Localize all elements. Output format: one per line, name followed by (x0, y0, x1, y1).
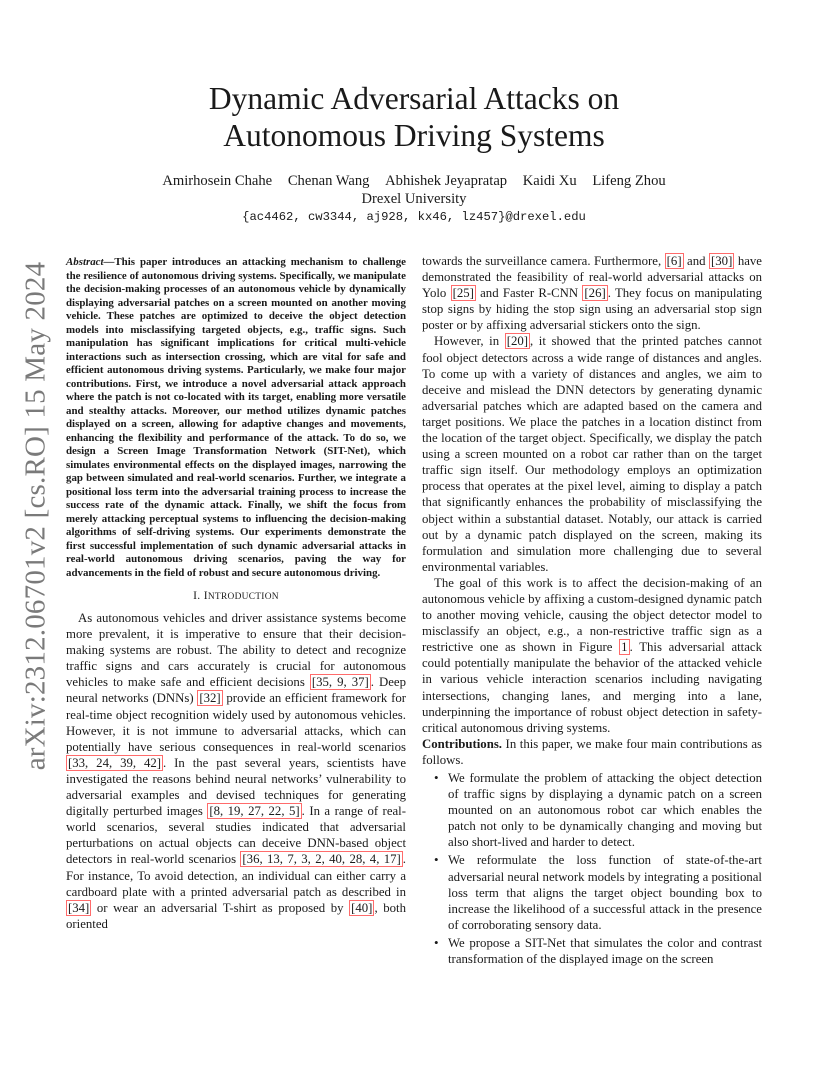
citation-link[interactable]: [33, 24, 39, 42] (68, 755, 162, 770)
list-item: • We propose a SIT-Net that simulates the color and contrast transformation of the displayed image on the screen (448, 935, 762, 967)
text-run: However, in (434, 334, 505, 349)
citation-link[interactable]: [26] (584, 286, 606, 301)
paragraph-contributions (422, 736, 762, 768)
right-column (422, 253, 762, 969)
title-line: Dynamic Adversarial Attacks on (208, 81, 620, 116)
section-title-rest: NTRODUCTION (207, 592, 279, 602)
text-run: and Faster R-CNN (475, 286, 583, 301)
affiliation: Drexel University (361, 191, 467, 207)
list-item: • We formulate the problem of attacking the object detection of traffic signs by displaying a dynamic patch on a screen mounted on an autonomous robot car which enables the patch not only to be dynamically changing and moving but also short-lived and harder to detect. (448, 770, 762, 850)
arxiv-identifier-stamp (14, 261, 58, 771)
abstract-text: This paper introduces an attacking mechanism to challenge the resilience of autonomous driving systems. Specifically, we manipulate the decision-making processes of an autonomous vehicle by dynamically displaying adversarial patches on a screen mounted on another moving vehicle. These patches are optimized to deceive the object detection models into misclassifying targeted objects, e.g., traffic signs. Such manipulation has significant implications for critical multi-vehicle interactions such as intersection crossing, which are vital for safe and efficient autonomous driving systems. Particularly, we make four major contributions. First, we introduce a novel adversarial attack approach where the patch is not co-located with its target, enabling more versatile and stealthy attacks. Moreover, our method utilizes dynamic patches displayed on a screen, allowing for adaptive changes and movements, enhancing the flexibility and performance of the attack. To do so, we design a Screen Image Transformation Network (SIT-Net), which simulates environmental effects on the displayed images, narrowing the gap between simulated and real-world scenarios. Further, we integrate a positional loss term into the adversarial training process to increase the success rate of the dynamic attack. Finally, we shift the focus from merely attacking perceptual systems to influencing the decision-making algorithms of self-driving systems. Our experiments demonstrate the first successful implementation of such dynamic adversarial attacks in real-world autonomous driving scenarios, paving the way for advancements in the field of robust and secure autonomous driving. (66, 256, 406, 579)
author-name: Chenan Wang (287, 173, 370, 189)
text-run: . In a range of real-world scenarios, several studies indicated that adversarial perturbations on actual objects can deceive DNN-based object detectors in real-world scenarios (66, 804, 406, 867)
paper-title (0, 80, 828, 154)
text-run: towards the surveillance camera. Furthermore, (422, 254, 665, 268)
citation-link[interactable]: [32] (199, 691, 221, 706)
abstract (66, 256, 406, 580)
section-first-letter: I (203, 589, 208, 602)
text-run: . This adversarial attack could potentially manipulate the behavior of the attacked vehicle in various vehicle interaction scenarios including navigating intersections, changing lanes, and merging into a lane, underpinning the importance of robust object detection in safety-critical autonomous driving systems. (422, 640, 762, 735)
citation-link[interactable]: [6] (666, 254, 682, 268)
citation-link[interactable]: [8, 19, 27, 22, 5] (209, 804, 300, 819)
section-numeral: I. (193, 589, 204, 602)
paragraph-printed-patches (422, 333, 762, 574)
citation-link[interactable]: [35, 9, 37] (311, 675, 369, 690)
citation-link[interactable]: [34] (68, 900, 90, 915)
contributions-heading: Contributions. (422, 736, 502, 751)
author-name: Amirhosein Chahe (162, 173, 273, 189)
text-run: have demonstrated the feasibility of real-world adversarial attacks on Yolo (422, 254, 762, 301)
author-list (0, 172, 828, 191)
left-column (66, 256, 406, 932)
text-run: . For instance, To avoid detection, an individual can either carry a cardboard plate with a printed adversarial patch as described in (66, 852, 406, 899)
title-line: Autonomous Driving Systems (223, 118, 605, 153)
contributions-intro: In this paper, we make four main contributions as follows. (422, 736, 762, 767)
section-heading-introduction (66, 589, 406, 602)
author-name: Lifeng Zhou (592, 173, 666, 189)
citation-link[interactable]: [20] (506, 334, 529, 349)
citation-link[interactable]: [30] (711, 254, 733, 268)
citation-link[interactable]: [40] (351, 900, 373, 915)
abstract-dash: — (103, 256, 115, 268)
author-emails: {ac4462, cw3344, aj928, kx46, lz457}@drexel.edu (242, 210, 586, 224)
text-run: . In the past several years, scientists have investigated the reasons behind neural networks’ vulnerability to adversarial examples and devised techniques for generating digitally perturbed images (66, 755, 406, 819)
text-run: , it showed that the printed patches cannot fool object detectors across a wide range of distances and angles. To come up with a variety of distances and angles, we aim to deceive and mislead the DNN detectors by generating dynamic adversarial patches which are adapted based on the camera and target positions. We place the patches in a location distinct from the location of the target object. Specifically, we display the patch using a screen mounted on a robot car rather than on the target traffic sign itself. Our methodology employs an optimization process that operates at the pixel level, aiming to display a patch that significantly enhances the probability of misclassifying the object within a substantial dataset. Notably, our attack is carried out by a dynamic patch displayed on the screen, making its formulation and simulation more challenging due to several environmental variables. (422, 334, 762, 574)
text-run: and (683, 254, 710, 268)
intro-paragraph (66, 610, 406, 932)
text-run: The goal of this work is to affect the decision-making of an autonomous vehicle by affixing a custom-designed dynamic patch to another moving vehicle, causing the object detector model to misclassify an object, e.g., a non-restrictive traffic sign as a restrictive one as shown in Figure (422, 575, 762, 655)
text-run: . They focus on manipulating stop signs by hiding the stop sign using an adversarial stop sign poster or by affixing adversarial stickers onto the sign. (422, 286, 762, 333)
paragraph-goal (422, 575, 762, 736)
text-run: , both oriented (66, 900, 406, 931)
abstract-lead: Abstract (66, 256, 104, 268)
arxiv-identifier-text: arXiv:2312.06701v2 [cs.RO] 15 May 2024 (19, 261, 52, 771)
contributions-list (422, 770, 762, 967)
author-name: Kaidi Xu (522, 173, 577, 189)
text-run: . Deep neural networks (DNNs) (66, 675, 406, 706)
paragraph-surveillance (422, 253, 762, 333)
text-run: As autonomous vehicles and driver assistance systems become more prevalent, it is imperative to ensure that their decision-making systems are robust. The ability to detect and recognize traffic signs and cars accurately is crucial for autonomous vehicles to make safe and efficient decisions (66, 611, 406, 690)
citation-link[interactable]: [36, 13, 7, 3, 2, 40, 28, 4, 17] (242, 852, 401, 867)
text-run: or wear an adversarial T-shirt as proposed by (91, 900, 350, 915)
list-item: • We reformulate the loss function of state-of-the-art adversarial neural network models by integrating a positional loss term that aligns the target object bounding box to increase the likelihood of a successful attack in the presence of corroborating sensory data. (448, 852, 762, 932)
figure-reference-link[interactable]: 1 (621, 640, 628, 655)
citation-link[interactable]: [25] (452, 286, 474, 301)
text-run: provide an efficient framework for real-time object recognition widely used by autonomous vehicles. However, it is not immune to adversarial attacks, which can potentially have serious consequences in real-world scenarios (66, 691, 406, 754)
author-name: Abhishek Jeyapratap (385, 173, 508, 189)
